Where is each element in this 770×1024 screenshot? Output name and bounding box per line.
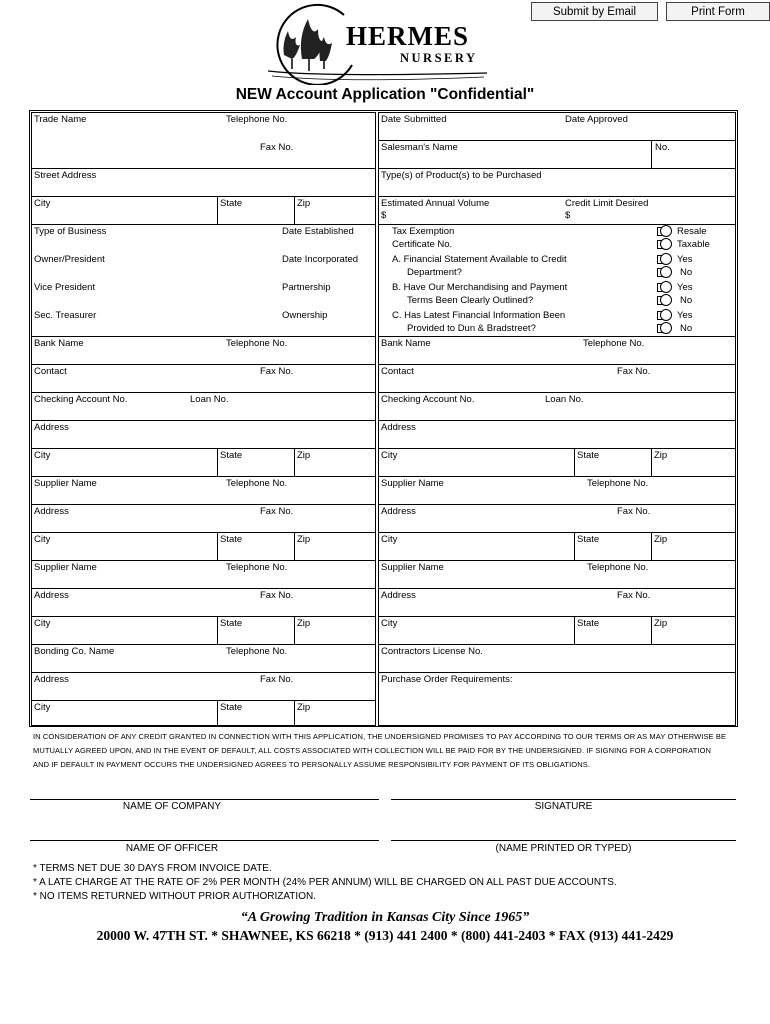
signature-caption: SIGNATURE <box>534 801 593 812</box>
r-supplier2-name-label: Supplier Name <box>381 562 444 573</box>
officer-name-caption: NAME OF OFFICER <box>125 843 219 854</box>
a-yes-radio[interactable] <box>660 253 672 265</box>
date-approved-label: Date Approved <box>565 114 628 125</box>
zip-label: Zip <box>297 198 311 209</box>
supplier2-fax-label: Fax No. <box>260 590 294 601</box>
officer-name-line[interactable] <box>30 840 379 841</box>
r-bank-name-label: Bank Name <box>381 338 431 349</box>
partnership-label: Partnership <box>282 282 331 293</box>
form-title: NEW Account Application "Confidential" <box>235 86 535 103</box>
r-bank-address-label: Address <box>381 422 416 433</box>
r-bank-zip-label: Zip <box>654 450 668 461</box>
supplier1-zip-label: Zip <box>297 534 311 545</box>
date-submitted-label: Date Submitted <box>381 114 447 125</box>
contractors-license-label: Contractors License No. <box>381 646 483 657</box>
fax-label: Fax No. <box>260 142 294 153</box>
taxable-radio[interactable] <box>660 238 672 250</box>
question-b-line2: Terms Been Clearly Outlined? <box>407 295 534 306</box>
printed-name-caption: (NAME PRINTED OR TYPED) <box>495 843 632 854</box>
submit-by-email-button[interactable]: Submit by Email <box>531 2 658 21</box>
r-checking-account-label: Checking Account No. <box>381 394 475 405</box>
company-name-line[interactable] <box>30 799 379 800</box>
supplier2-city-label: City <box>34 618 51 629</box>
supplier2-state-label: State <box>220 618 243 629</box>
r-supplier2-state-label: State <box>577 618 600 629</box>
hermes-nursery-logo <box>262 3 492 85</box>
supplier1-name-label: Supplier Name <box>34 478 97 489</box>
footer-address: 20000 W. 47TH ST. * SHAWNEE, KS 66218 * (913) 441 2400 * (800) 441-2403 * FAX (913) 441-2429 <box>96 928 674 943</box>
supplier1-state-label: State <box>220 534 243 545</box>
r-supplier1-telephone-label: Telephone No. <box>587 478 649 489</box>
terms-line-2: MUTUALLY AGREED UPON, AND IN THE EVENT OF DEFAULT, ALL COSTS ASSOCIATED WITH COLLECTION WILL BE PAID FOR BY THE UNDERSIGNED. IF SIGNING FOR A CORPORATION <box>33 746 712 755</box>
c-yes-radio[interactable] <box>660 309 672 321</box>
logo-subtitle: NURSERY <box>400 51 478 65</box>
a-no-radio[interactable] <box>660 266 672 278</box>
r-bank-telephone-label: Telephone No. <box>583 338 645 349</box>
left-column <box>31 112 376 726</box>
a-no-label: No <box>680 267 693 278</box>
bonding-telephone-label: Telephone No. <box>226 646 288 657</box>
tax-exemption-label: Tax Exemption <box>392 226 455 237</box>
b-yes-label: Yes <box>677 282 693 293</box>
state-label: State <box>220 198 243 209</box>
bank-address-label: Address <box>34 422 69 433</box>
footer-tagline: “A Growing Tradition in Kansas City Since 1965” <box>240 910 530 925</box>
b-no-radio[interactable] <box>660 294 672 306</box>
r-supplier2-zip-label: Zip <box>654 618 668 629</box>
supplier1-address-label: Address <box>34 506 69 517</box>
bank-telephone-label: Telephone No. <box>226 338 288 349</box>
r-supplier1-city-label: City <box>381 534 398 545</box>
product-types-label: Type(s) of Product(s) to be Purchased <box>381 170 542 181</box>
b-no-label: No <box>680 295 693 306</box>
type-of-business-label: Type of Business <box>34 226 107 237</box>
bank-zip-label: Zip <box>297 450 311 461</box>
owner-president-label: Owner/President <box>34 254 105 265</box>
r-supplier2-address-label: Address <box>381 590 416 601</box>
trade-name-label: Trade Name <box>34 114 87 125</box>
bonding-city-label: City <box>34 702 51 713</box>
supplier2-telephone-label: Telephone No. <box>226 562 288 573</box>
telephone-label: Telephone No. <box>226 114 288 125</box>
bank-city-label: City <box>34 450 51 461</box>
question-b-line1: B. Have Our Merchandising and Payment <box>392 282 568 293</box>
question-c-line2: Provided to Dun & Bradstreet? <box>407 323 536 334</box>
resale-radio[interactable] <box>660 225 672 237</box>
bonding-fax-label: Fax No. <box>260 674 294 685</box>
r-supplier1-fax-label: Fax No. <box>617 506 651 517</box>
r-bank-city-label: City <box>381 450 398 461</box>
company-name-caption: NAME OF COMPANY <box>122 801 222 812</box>
terms-line-1: IN CONSIDERATION OF ANY CREDIT GRANTED IN CONNECTION WITH THIS APPLICATION, THE UNDERSIGNED PROMISES TO PAY ACCORDING TO OUR TERMS OR AS MAY OTHERWISE BE <box>33 732 727 741</box>
supplier1-city-label: City <box>34 534 51 545</box>
r-supplier2-city-label: City <box>381 618 398 629</box>
r-supplier1-zip-label: Zip <box>654 534 668 545</box>
sec-treasurer-label: Sec. Treasurer <box>34 310 97 321</box>
bank-fax-label: Fax No. <box>260 366 294 377</box>
bonding-zip-label: Zip <box>297 702 311 713</box>
bank-contact-label: Contact <box>34 366 67 377</box>
r-supplier1-name-label: Supplier Name <box>381 478 444 489</box>
r-bank-fax-label: Fax No. <box>617 366 651 377</box>
note-terms: * TERMS NET DUE 30 DAYS FROM INVOICE DATE. <box>33 863 272 874</box>
salesman-no-label: No. <box>655 142 670 153</box>
salesman-name-label: Salesman's Name <box>381 142 458 153</box>
r-supplier1-state-label: State <box>577 534 600 545</box>
annual-volume-label: Estimated Annual Volume <box>381 198 490 209</box>
note-late-charge: * A LATE CHARGE AT THE RATE OF 2% PER MONTH (24% PER ANNUM) WILL BE CHARGED ON ALL PAST DUE ACCOUNTS. <box>33 877 617 888</box>
c-no-label: No <box>680 323 693 334</box>
bank-name-label: Bank Name <box>34 338 84 349</box>
bank-state-label: State <box>220 450 243 461</box>
tax-certificate-label: Certificate No. <box>392 239 453 250</box>
bonding-name-label: Bonding Co. Name <box>34 646 115 657</box>
question-a-line2: Department? <box>407 267 462 278</box>
note-returns: * NO ITEMS RETURNED WITHOUT PRIOR AUTHORIZATION. <box>33 891 316 902</box>
supplier2-zip-label: Zip <box>297 618 311 629</box>
r-bank-state-label: State <box>577 450 600 461</box>
a-yes-label: Yes <box>677 254 693 265</box>
supplier1-telephone-label: Telephone No. <box>226 478 288 489</box>
b-yes-radio[interactable] <box>660 281 672 293</box>
date-incorporated-label: Date Incorporated <box>282 254 359 265</box>
credit-limit-dollar: $ <box>565 210 571 221</box>
r-loan-no-label: Loan No. <box>545 394 584 405</box>
bonding-address-label: Address <box>34 674 69 685</box>
taxable-label: Taxable <box>677 239 710 250</box>
c-no-radio[interactable] <box>660 322 672 334</box>
supplier2-address-label: Address <box>34 590 69 601</box>
signature-line[interactable] <box>391 799 736 800</box>
supplier1-fax-label: Fax No. <box>260 506 294 517</box>
r-supplier2-fax-label: Fax No. <box>617 590 651 601</box>
r-supplier2-telephone-label: Telephone No. <box>587 562 649 573</box>
loan-no-label: Loan No. <box>190 394 229 405</box>
question-c-line1: C. Has Latest Financial Information Been <box>392 310 566 321</box>
ownership-label: Ownership <box>282 310 328 321</box>
supplier2-name-label: Supplier Name <box>34 562 97 573</box>
vice-president-label: Vice President <box>34 282 96 293</box>
credit-limit-label: Credit Limit Desired <box>565 198 649 209</box>
r-supplier1-address-label: Address <box>381 506 416 517</box>
terms-line-3: AND IF DEFAULT IN PAYMENT OCCURS THE UNDERSIGNED AGREES TO PERSONALLY ASSUME RESPONSIBILITY FOR PAYMENT OF ITS OBLIGATIONS. <box>33 760 591 769</box>
purchase-order-label: Purchase Order Requirements: <box>381 674 513 685</box>
street-address-label: Street Address <box>34 170 97 181</box>
city-label: City <box>34 198 51 209</box>
annual-volume-dollar: $ <box>381 210 387 221</box>
r-bank-contact-label: Contact <box>381 366 414 377</box>
bonding-state-label: State <box>220 702 243 713</box>
resale-label: Resale <box>677 226 707 237</box>
print-form-button[interactable]: Print Form <box>666 2 770 21</box>
logo-name: HERMES <box>346 21 470 51</box>
c-yes-label: Yes <box>677 310 693 321</box>
question-a-line1: A. Financial Statement Available to Credit <box>392 254 567 265</box>
printed-name-line[interactable] <box>391 840 736 841</box>
checking-account-label: Checking Account No. <box>34 394 128 405</box>
date-established-label: Date Established <box>282 226 354 237</box>
